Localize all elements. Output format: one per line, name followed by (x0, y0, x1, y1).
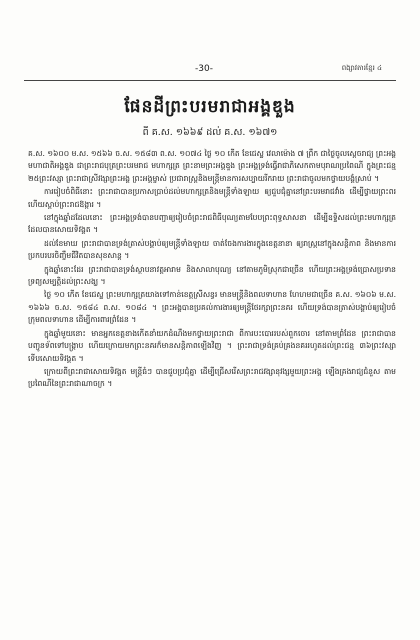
chapter-subtitle: ពី គ.ស. ១៦៦៩ ដល់ គ.ស. ១៦៧១ (142, 127, 278, 138)
paragraph: ថ្ងៃ ១០ កើត ខែជេស្ឋ ព្រះមហាក្សត្រយាងទៅកាន់ខេត្តស្រីសន្ធរ មានមន្ត្រីនិងពលទាហាន ហែហមជាច្រើន គ.ស. ១៦០៦ ម.ស. ១៦៦៦ ច.ស. ១៥៨៤ ព.ស. ១០៨៤ ។ ព្រះអង្គបានប្រគល់ការងារឲ្យមន្ត្រីថែរក្សាព្រះនគរ ហើយទ្រង់បានត្រាស់បង្គាប់ឲ្យរៀបចំក្រុមពលទាហាន ដើម្បីការពារព្រំដែន ។ (28, 290, 396, 325)
paragraph: ការរៀបចំពិធីនោះ ព្រះរាជាបានប្រកាសប្រាប់ដល់មហាក្សត្រនិងមន្ត្រីទាំងឡាយ ឲ្យជួបជុំគ្នានៅព្រះបរមរាជវាំង ដើម្បីថ្វាយព្រះពរ ហើយស្តាប់ព្រះរាជឱង្ការ ។ (28, 187, 396, 209)
chapter-title: ផែនដីព្រះបរមរាជាអង្គឌួង (124, 97, 296, 117)
paragraph: នៅក្នុងឆ្នាំដដែលនោះ ព្រះអង្គទ្រង់បានបញ្ជាឲ្យរៀបចំព្រះរាជពិធីបុណ្យតាមបែបព្រះពុទ្ធសាសនា ដើម្បីឧទ្ទិសដល់ព្រះមហាក្សត្រដែលបានសោយទិវង្គត ។ (28, 213, 396, 235)
paragraph: គ.ស. ១៦០០ ម.ស. ១៥៦៦ ច.ស. ១៥៨៣ ព.ស. ១០៧៤ ថ្ងៃ ១០ កើត ខែជេស្ឋ វេលាម៉ោង ៧ ព្រឹក ជាថ្ងៃចូលស្តេចរាជ្យ ព្រះអង្គមហាជាតិអង្គឌួង ជាព្រះរាជបុត្រព្រះបរមរាជ មហាក្សត្រ ព្រះនាមព្រះអង្គឌួង ព្រះអង្គទ្រង់ធ្វើរាជាភិសេកតាមបុរាណប្រពៃណី ក្នុងព្រះជន្ម ២៥ព្រះវស្សា ព្រះរាជាស្រីវង្សាព្រះអង្គ ព្រះអង្គម្ចាស់ ប្រជារាស្ត្រនិងមន្ត្រីមានការសប្បាយរីករាយ ព្រះរាជាចូលមកថ្វាយបង្គំស្រាប់ ។ (28, 149, 396, 183)
paragraph: ក្នុងឆ្នាំមួយនោះ មានអ្នកខេត្តខាងកើតនាំយកដំណឹងមកថ្វាយព្រះរាជា ពីការបះបោររបស់ពួកចោរ នៅតាមព្រំដែន ព្រះរាជាបានបញ្ជូនទ័ពទៅបង្ក្រាប ហើយក្រោយមកព្រះនគរក៏មានសន្តិភាពឡើងវិញ ។ ព្រះរាជាទ្រង់គ្រប់គ្រងនគររហូតដល់ព្រះជន្ម ៣៦ព្រះវស្សា ទើបសោយទិវង្គត ។ (28, 328, 396, 363)
paragraph: ក្នុងឆ្នាំនោះដែរ ព្រះរាជាបានទ្រង់ស្ថាបនាវត្តអារាម និងសាលាបុណ្យ នៅតាមភូមិស្រុកជាច្រើន ហើយព្រះអង្គទ្រង់ប្រោសប្រទានទ្រព្យសម្បត្តិដល់ព្រះសង្ឃ ។ (28, 264, 396, 287)
page-header (0, 64, 420, 80)
page-number: -30- (195, 64, 213, 74)
header-rule (24, 80, 396, 81)
body-text (28, 148, 396, 628)
paragraph: ដល់ខែមាឃ ព្រះរាជាបានទ្រង់ត្រាស់បង្គាប់ឲ្យមន្ត្រីទាំងឡាយ ចាត់ចែងការងារក្នុងខេត្តនានា ឲ្យរាស្ត្រនៅក្នុងសន្តិភាព និងមានការប្រកបរបរចិញ្ចឹមជីវិតបានសុខសាន្ត ។ (28, 238, 396, 261)
paragraph: ក្រោយពីព្រះរាជាសោយទិវង្គត មន្ត្រីធំៗ បានជួបប្រជុំគ្នា ដើម្បីជ្រើសរើសព្រះរាជវង្សានុវង្សមួយព្រះអង្គ ឡើងគ្រងរាជ្យជំនួស តាមប្រពៃណីនៃព្រះរាជាណាចក្រ ។ (28, 366, 396, 389)
running-title: ពង្សាវតារខ្មែរ ៤ (341, 64, 382, 72)
